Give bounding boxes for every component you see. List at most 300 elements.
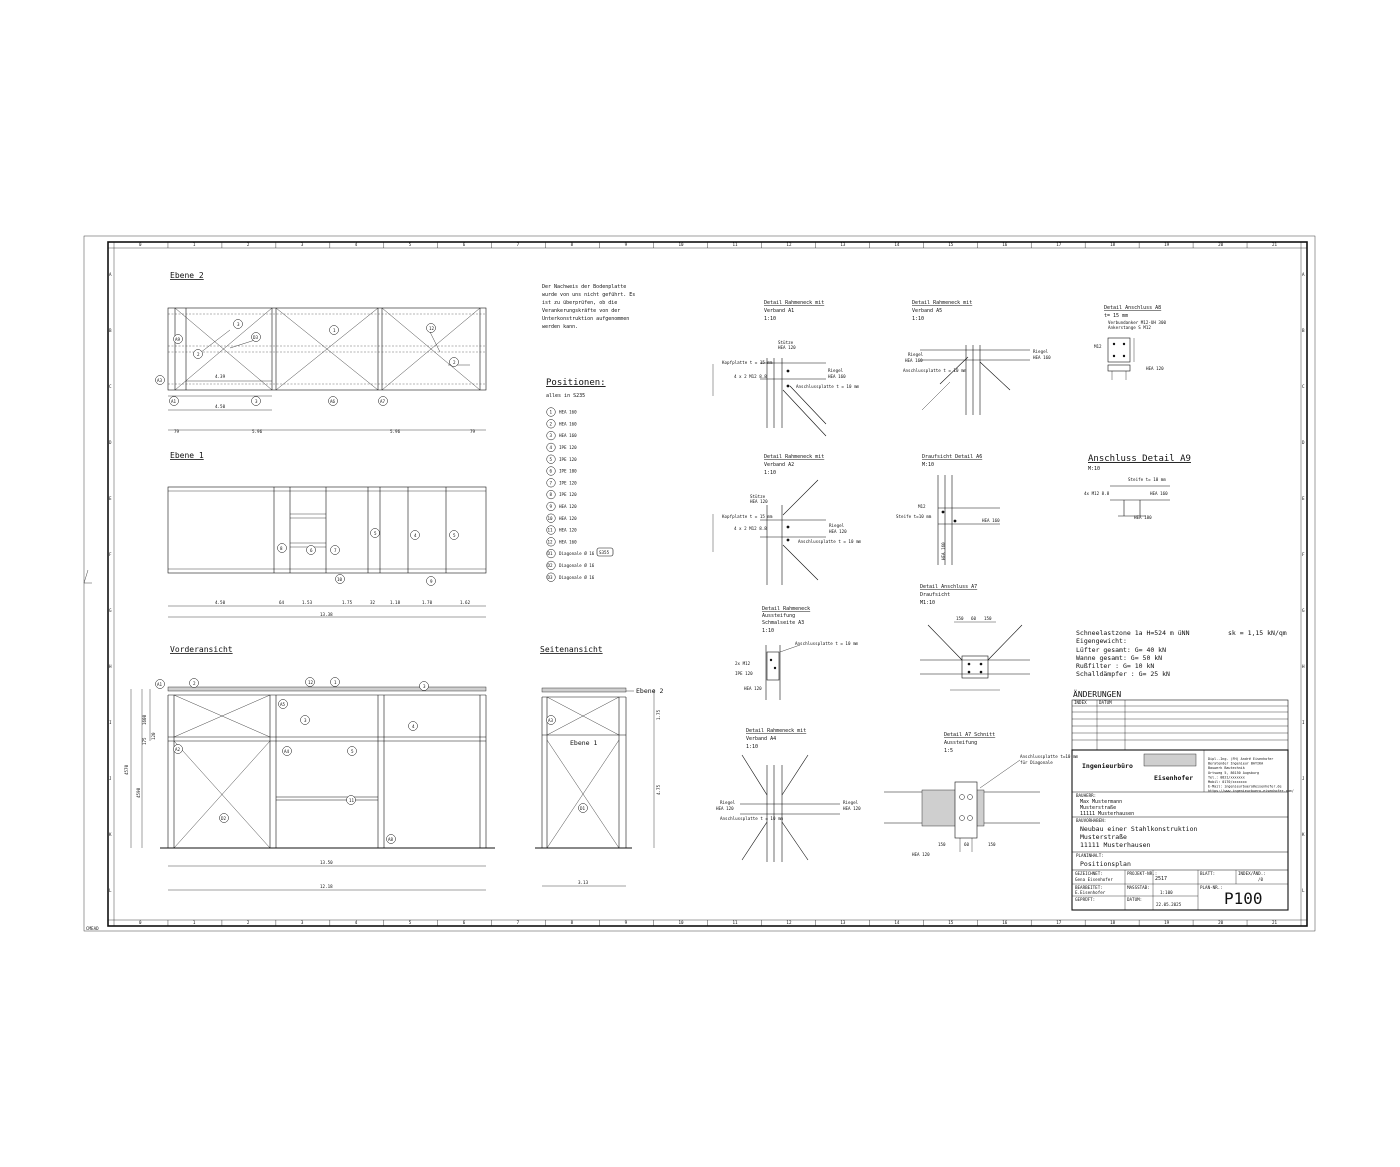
svg-text:60: 60 (964, 842, 970, 847)
svg-text:HEA 120: HEA 120 (1146, 366, 1164, 371)
grid-col-label: 12 (786, 920, 792, 925)
svg-text:A3: A3 (548, 718, 554, 723)
svg-text:2x M12: 2x M12 (735, 661, 751, 666)
svg-text:3: 3 (237, 322, 240, 327)
ebene2-labels (156, 320, 459, 406)
svg-text:12: 12 (429, 326, 435, 331)
svg-text:6: 6 (549, 468, 553, 474)
grid-row-label: D (1302, 440, 1305, 445)
svg-text:Gena Eisenhofer: Gena Eisenhofer (1075, 877, 1113, 882)
grid-col-label: 4 (354, 920, 358, 925)
svg-text:Anschlussplatte t=10 mm: Anschlussplatte t=10 mm (1020, 754, 1078, 759)
svg-text:Riegel: Riegel (843, 800, 859, 805)
detail-a4 (716, 728, 861, 862)
front-view-labels (156, 678, 429, 844)
grid-row-label: L (1302, 888, 1305, 893)
svg-text:BLATT:: BLATT: (1200, 871, 1216, 876)
svg-text:Verankerungskräfte von der: Verankerungskräfte von der (542, 308, 621, 314)
svg-text:1:10: 1:10 (764, 470, 777, 476)
grid-col-label: 11 (732, 920, 738, 925)
svg-text:Anschlussplatte t = 10 mm: Anschlussplatte t = 10 mm (796, 384, 860, 389)
svg-text:Steife t= 10 mm: Steife t= 10 mm (1128, 477, 1166, 482)
svg-text:HEA 180: HEA 180 (1134, 515, 1152, 520)
grid-col-label: 18 (1110, 920, 1116, 925)
svg-text:Kopfplatte t = 15 mm: Kopfplatte t = 15 mm (722, 514, 773, 519)
svg-text:für Diagonale: für Diagonale (1020, 760, 1053, 765)
svg-text:Max Mustermann: Max Mustermann (1080, 799, 1123, 805)
svg-text:Aussteifung: Aussteifung (944, 740, 978, 746)
svg-text:1:100: 1:100 (1160, 890, 1173, 895)
detail-a6 (896, 454, 1000, 565)
svg-text:5: 5 (351, 749, 354, 754)
grid-col-label: 12 (786, 242, 792, 247)
position-item (547, 514, 577, 523)
svg-text:HEA 120: HEA 120 (750, 499, 768, 504)
svg-text:werden kann.: werden kann. (542, 324, 579, 330)
svg-text:175: 175 (142, 737, 147, 745)
svg-text:Schneelastzone 1a H=524 m üNN: Schneelastzone 1a H=524 m üNN (1076, 629, 1190, 637)
svg-text:A2: A2 (175, 747, 181, 752)
svg-text:7: 7 (334, 548, 337, 553)
foundation-note (542, 284, 635, 330)
grid-row-label: H (1302, 664, 1305, 669)
svg-text:Verband A5: Verband A5 (912, 308, 943, 314)
svg-text:Positionsplan: Positionsplan (1080, 860, 1131, 868)
grid-col-label: 10 (678, 242, 684, 247)
svg-text:1:10: 1:10 (912, 316, 925, 322)
detail-a8 (1094, 305, 1166, 380)
svg-text:HEA 120: HEA 120 (912, 852, 930, 857)
svg-text:120: 120 (151, 732, 156, 740)
svg-text:HEA 160: HEA 160 (1150, 491, 1168, 496)
detail-a3 (735, 606, 859, 700)
svg-text:Anschlussplatte t = 10 mm: Anschlussplatte t = 10 mm (798, 539, 862, 544)
svg-text:Verband A1: Verband A1 (764, 308, 795, 314)
svg-text:Anschluss Detail A9: Anschluss Detail A9 (1088, 454, 1191, 464)
svg-text:Wanne gesamt: G= 50 kN: Wanne gesamt: G= 50 kN (1076, 654, 1163, 662)
grid-row-label: C (109, 384, 112, 389)
svg-text:Detail Rahmeneck mit: Detail Rahmeneck mit (764, 300, 825, 306)
svg-text:Ankerstange S M12: Ankerstange S M12 (1108, 325, 1151, 330)
grid-col-label: 17 (1056, 920, 1062, 925)
grid-row-label: B (1302, 328, 1305, 333)
positions-title: Positionen: (546, 378, 606, 388)
svg-text:D1: D1 (547, 551, 553, 557)
grid-labels (109, 242, 1305, 926)
svg-text:Anschlussplatte t = 10 mm: Anschlussplatte t = 10 mm (903, 368, 967, 373)
svg-text:M12: M12 (1094, 344, 1102, 349)
svg-text:79: 79 (174, 429, 180, 434)
svg-text:10: 10 (547, 515, 553, 521)
svg-text:3: 3 (423, 684, 426, 689)
svg-text:4 x 2 M12 8.8: 4 x 2 M12 8.8 (734, 374, 767, 379)
svg-text:6: 6 (310, 548, 313, 553)
grid-col-label: 6 (462, 242, 466, 247)
grid-col-label: 20 (1218, 920, 1224, 925)
grid-col-label: 14 (894, 242, 900, 247)
svg-text:32: 32 (370, 600, 376, 605)
svg-text:1.18: 1.18 (390, 600, 401, 605)
grid-col-label: 19 (1164, 242, 1170, 247)
svg-text:9: 9 (549, 504, 553, 509)
svg-text:A1: A1 (157, 682, 163, 687)
svg-text:Ingenieurbüro: Ingenieurbüro (1082, 762, 1133, 770)
detail-a7 (920, 584, 1030, 690)
svg-text:HEA 160: HEA 160 (559, 539, 577, 545)
grid-col-label: 19 (1164, 920, 1170, 925)
position-item (547, 526, 577, 535)
svg-text:Steife t=10 mm: Steife t=10 mm (896, 514, 932, 519)
firm-address-line: https://www.ingenieurbuero-eisenhofer.com/ (1208, 789, 1294, 794)
inner-frame (108, 242, 1307, 926)
svg-text:5.96: 5.96 (390, 429, 401, 434)
ebene1-title: Ebene 1 (170, 451, 204, 460)
svg-text:3.13: 3.13 (578, 880, 589, 885)
grid-col-label: 13 (840, 920, 846, 925)
svg-text:BAUVORHABEN:: BAUVORHABEN: (1076, 818, 1107, 823)
firm-address-line: Mobil: 0170/xxxxxxx (1208, 780, 1247, 784)
grid-col-label: 21 (1272, 242, 1278, 247)
grid-col-label: 14 (894, 920, 900, 925)
svg-text:M:10: M:10 (922, 462, 935, 468)
svg-text:1.75: 1.75 (342, 600, 353, 605)
svg-text:HEA 120: HEA 120 (744, 686, 762, 691)
grid-row-label: L (109, 888, 112, 893)
svg-text:Diagonale Ø 16: Diagonale Ø 16 (559, 551, 595, 557)
svg-text:12: 12 (308, 680, 314, 685)
detail-a7-section (884, 732, 1078, 857)
svg-text:HEA 160: HEA 160 (559, 409, 577, 415)
svg-text:11: 11 (547, 527, 553, 533)
grid-col-label: 20 (1218, 242, 1224, 247)
grid-col-label: 3 (300, 920, 304, 925)
svg-text:Eisenhofer: Eisenhofer (1154, 774, 1194, 782)
svg-text:HEA 160: HEA 160 (559, 421, 577, 427)
grid-col-label: 0 (138, 242, 142, 247)
grid-row-label: B (109, 328, 112, 333)
svg-text:Verband A2: Verband A2 (764, 462, 795, 468)
svg-text:4570: 4570 (124, 764, 129, 775)
svg-text:A6: A6 (330, 399, 336, 404)
svg-text:2: 2 (197, 352, 200, 357)
grid-col-label: 15 (948, 242, 954, 247)
svg-text:M1:10: M1:10 (920, 600, 936, 606)
svg-text:1: 1 (333, 328, 336, 333)
svg-text:A1: A1 (171, 399, 177, 404)
position-item (547, 443, 577, 452)
svg-text:D2: D2 (547, 563, 553, 568)
svg-text:Detail Anschluss A7: Detail Anschluss A7 (920, 584, 978, 590)
svg-text:8: 8 (280, 546, 283, 551)
position-item (547, 420, 577, 429)
svg-text:HEA 160: HEA 160 (1033, 355, 1051, 360)
grid-col-label: 15 (948, 920, 954, 925)
svg-text:D3: D3 (547, 574, 553, 580)
grid-col-label: 2 (246, 242, 250, 247)
svg-text:INDEX/ÄND.:: INDEX/ÄND.: (1238, 871, 1266, 876)
svg-text:2: 2 (193, 681, 196, 686)
svg-text:ÄNDERUNGEN: ÄNDERUNGEN (1073, 690, 1122, 699)
svg-text:5: 5 (549, 456, 553, 462)
svg-text:Kopfplatte t = 15 mm: Kopfplatte t = 15 mm (722, 360, 773, 365)
svg-text:GEPRÜFT:: GEPRÜFT: (1075, 897, 1096, 902)
grid-col-label: 0 (138, 920, 142, 925)
svg-text:Draufsicht Detail A6: Draufsicht Detail A6 (922, 454, 983, 460)
svg-text:Ebene 2: Ebene 2 (636, 687, 664, 695)
svg-text:Detail Anschluss A8: Detail Anschluss A8 (1104, 305, 1162, 311)
svg-text:1:10: 1:10 (762, 628, 775, 634)
svg-text:alles in S235: alles in S235 (546, 393, 586, 399)
grid-col-label: 9 (624, 242, 628, 247)
svg-text:Schmalseite A3: Schmalseite A3 (762, 620, 805, 626)
svg-text:9: 9 (430, 579, 433, 584)
svg-text:Anschlussplatte t = 10 mm: Anschlussplatte t = 10 mm (720, 816, 784, 821)
position-item (547, 408, 577, 417)
position-item (547, 538, 577, 547)
svg-text:S355: S355 (599, 550, 610, 555)
svg-text:IPE 120: IPE 120 (559, 456, 577, 462)
svg-text:1.62: 1.62 (460, 600, 471, 605)
svg-text:11111 Musterhausen: 11111 Musterhausen (1080, 811, 1135, 817)
svg-text:Verband A4: Verband A4 (746, 736, 777, 742)
grid-col-label: 21 (1272, 920, 1278, 925)
positions-list (546, 378, 613, 582)
svg-text:A9: A9 (175, 337, 181, 342)
grid-row-label: A (109, 272, 112, 277)
svg-text:D2: D2 (221, 816, 227, 821)
front-view-title: Vorderansicht (170, 645, 233, 654)
grid-col-label: 7 (516, 920, 520, 925)
detail-a1 (713, 300, 860, 436)
svg-text:A5: A5 (280, 702, 286, 707)
grid-col-label: 6 (462, 920, 466, 925)
svg-text:Detail Rahmeneck: Detail Rahmeneck (762, 606, 811, 612)
detail-a9 (1084, 454, 1191, 520)
svg-text:11: 11 (349, 798, 355, 803)
svg-text:ist zu überprüfen, ob die: ist zu überprüfen, ob die (542, 300, 618, 306)
grid-row-label: D (109, 440, 112, 445)
grid-col-label: 16 (1002, 242, 1008, 247)
svg-text:4: 4 (412, 724, 415, 729)
firm-address-line: Bauwerk Bautechnik (1208, 766, 1245, 771)
load-assumptions (1076, 629, 1287, 678)
svg-text:Eigengewicht:: Eigengewicht: (1076, 637, 1127, 645)
svg-text:Riegel: Riegel (908, 352, 924, 357)
grid-col-label: 11 (732, 242, 738, 247)
grid-col-label: 8 (570, 242, 574, 247)
svg-text:DATUM: DATUM (1099, 700, 1112, 705)
svg-text:12.18: 12.18 (320, 884, 333, 889)
svg-text:HEA 120: HEA 120 (559, 504, 577, 509)
svg-text:10: 10 (337, 577, 343, 582)
svg-text:Rußfilter : G= 10 kN: Rußfilter : G= 10 kN (1076, 662, 1155, 670)
svg-text:13.50: 13.50 (320, 860, 333, 865)
svg-text:Stütze: Stütze (778, 340, 794, 345)
svg-text:1.75: 1.75 (656, 709, 661, 720)
ebene2-plan (156, 271, 487, 434)
svg-text:E.Eisenhofer: E.Eisenhofer (1075, 890, 1106, 895)
svg-text:HEA 160: HEA 160 (559, 433, 577, 439)
svg-text:Diagonale Ø 16: Diagonale Ø 16 (559, 574, 595, 580)
firm-address-line: Beratender Ingenieur BAYIKA (1208, 761, 1264, 766)
grid-col-label: 9 (624, 920, 628, 925)
ebene1-plan (168, 451, 486, 617)
position-item (547, 561, 595, 570)
svg-text:Detail A7 Schnitt: Detail A7 Schnitt (944, 732, 996, 738)
svg-text:IPE 100: IPE 100 (559, 468, 577, 474)
svg-text:Draufsicht: Draufsicht (920, 592, 951, 598)
svg-text:Riegel: Riegel (828, 368, 844, 373)
svg-text:1: 1 (549, 409, 553, 415)
svg-text:2: 2 (453, 360, 456, 365)
svg-text:5.96: 5.96 (252, 429, 263, 434)
svg-text:IPE 120: IPE 120 (559, 492, 577, 498)
position-item (547, 467, 577, 476)
position-item (547, 573, 595, 582)
svg-text:D1: D1 (580, 806, 586, 811)
ebene2-title: Ebene 2 (170, 271, 204, 280)
front-view (124, 645, 495, 890)
grid-row-label: J (109, 776, 112, 781)
svg-text:HEA 120: HEA 120 (559, 527, 577, 533)
svg-text:3: 3 (304, 718, 307, 723)
grid-row-label: E (1302, 496, 1305, 501)
grid-col-label: 3 (300, 242, 304, 247)
svg-text:INDEX: INDEX (1074, 700, 1087, 705)
svg-text:Lüfter gesamt: G= 40 kN: Lüfter gesamt: G= 40 kN (1076, 646, 1167, 654)
position-item (547, 549, 595, 558)
svg-text:PROJEKT-NR.:: PROJEKT-NR.: (1127, 871, 1158, 876)
svg-text:BEARBEITET:: BEARBEITET: (1075, 885, 1103, 890)
svg-text:GEZEICHNET:: GEZEICHNET: (1075, 871, 1103, 876)
firm-address-line: Dipl.-Ing. (FH) André Eisenhofer (1208, 757, 1274, 761)
firm-address-line: E-Mail: ingenieurbuero@eisenhofer.de (1208, 784, 1282, 789)
svg-text:64: 64 (279, 600, 285, 605)
svg-text:HEA 120: HEA 120 (829, 529, 847, 534)
svg-text:Neubau einer Stahlkonstruktion: Neubau einer Stahlkonstruktion (1080, 825, 1198, 833)
grid-row-label: H (109, 664, 112, 669)
svg-text:3: 3 (549, 433, 553, 439)
svg-text:1.53: 1.53 (302, 600, 313, 605)
svg-text:60: 60 (971, 616, 977, 621)
svg-text:M:10: M:10 (1088, 466, 1101, 472)
position-item (547, 455, 577, 464)
svg-text:A7: A7 (380, 399, 386, 404)
svg-text:1.70: 1.70 (422, 600, 433, 605)
svg-text:Musterstraße: Musterstraße (1080, 833, 1127, 841)
svg-text:Riegel: Riegel (720, 800, 736, 805)
svg-text:HEA 160: HEA 160 (828, 374, 846, 379)
svg-text:Verbundanker M12-UH 300: Verbundanker M12-UH 300 (1108, 320, 1166, 325)
svg-text:2: 2 (549, 421, 553, 427)
svg-text:PLANINHALT:: PLANINHALT: (1076, 853, 1104, 858)
grid-row-label: I (109, 720, 112, 725)
svg-text:1: 1 (334, 680, 337, 685)
detail-a2 (713, 454, 862, 585)
svg-text:HEA 160: HEA 160 (905, 358, 923, 363)
grid-row-label: J (1302, 776, 1305, 781)
svg-text:150: 150 (956, 616, 964, 621)
svg-text:BAUHERR:: BAUHERR: (1076, 793, 1097, 798)
grid-col-label: 10 (678, 920, 684, 925)
svg-text:13.38: 13.38 (320, 612, 333, 617)
svg-text:/0: /0 (1258, 877, 1264, 882)
grid-row-label: A (1302, 272, 1305, 277)
position-item (547, 490, 577, 499)
grid-col-label: 7 (516, 242, 520, 247)
svg-text:4: 4 (549, 445, 553, 450)
svg-text:Detail Rahmeneck mit: Detail Rahmeneck mit (912, 300, 973, 306)
svg-text:HEA 120: HEA 120 (559, 515, 577, 521)
svg-text:12: 12 (547, 539, 553, 545)
svg-text:DATUM:: DATUM: (1127, 897, 1143, 902)
svg-text:22.05.2025: 22.05.2025 (1156, 902, 1182, 907)
svg-text:HEA 120: HEA 120 (843, 806, 861, 811)
grid-row-label: C (1302, 384, 1305, 389)
svg-text:IPE 120: IPE 120 (559, 445, 577, 450)
firm-address-line: Ortsweg 5, 86150 Augsburg (1208, 770, 1260, 775)
svg-text:Riegel: Riegel (829, 523, 845, 528)
svg-text:7: 7 (549, 480, 553, 486)
grid-col-label: 17 (1056, 242, 1062, 247)
position-item (547, 502, 577, 511)
svg-text:Detail Rahmeneck mit: Detail Rahmeneck mit (764, 454, 825, 460)
svg-text:4.39: 4.39 (215, 374, 226, 379)
position-item (547, 479, 577, 488)
grid-row-label: G (109, 608, 112, 613)
position-item (547, 431, 577, 440)
svg-text:Ebene 1: Ebene 1 (570, 739, 598, 747)
svg-text:8: 8 (549, 492, 553, 498)
svg-text:HEA 120: HEA 120 (778, 345, 796, 350)
grid-col-label: 16 (1002, 920, 1008, 925)
corner-label: CMEAD (86, 926, 99, 931)
svg-text:Anschlussplatte t = 10 mm: Anschlussplatte t = 10 mm (795, 641, 859, 646)
svg-text:wurde von uns nicht geführt. E: wurde von uns nicht geführt. Es (542, 292, 636, 298)
svg-text:Der Nachweis der Bodenplatte: Der Nachweis der Bodenplatte (542, 284, 627, 290)
grid-col-label: 1 (192, 242, 196, 247)
grid-row-label: F (1302, 552, 1305, 557)
svg-text:4.75: 4.75 (656, 784, 661, 795)
grid-col-label: 5 (408, 920, 412, 925)
svg-text:2517: 2517 (1155, 876, 1168, 882)
svg-text:1:10: 1:10 (746, 744, 759, 750)
svg-text:HEA 160: HEA 160 (941, 542, 946, 560)
svg-text:Diagonale Ø 16: Diagonale Ø 16 (559, 563, 595, 568)
svg-text:4590: 4590 (136, 787, 141, 798)
svg-text:Detail Rahmeneck mit: Detail Rahmeneck mit (746, 728, 807, 734)
svg-text:Aussteifung: Aussteifung (762, 613, 796, 619)
svg-text:1600: 1600 (142, 714, 147, 725)
svg-text:4.50: 4.50 (215, 404, 226, 409)
svg-text:3: 3 (255, 399, 258, 404)
side-view-title: Seitenansicht (540, 645, 603, 654)
svg-text:sk = 1,15 kN/qm: sk = 1,15 kN/qm (1228, 629, 1287, 637)
svg-text:4.50: 4.50 (215, 600, 226, 605)
svg-text:IPE 120: IPE 120 (559, 480, 577, 486)
svg-text:Musterstraße: Musterstraße (1080, 805, 1117, 811)
plan-number: P100 (1224, 889, 1263, 908)
svg-text:4x M12 8.8: 4x M12 8.8 (1084, 491, 1110, 496)
svg-text:Schalldämpfer : G= 25 kN: Schalldämpfer : G= 25 kN (1076, 670, 1170, 678)
grid-row-label: F (109, 552, 112, 557)
svg-text:150: 150 (988, 842, 996, 847)
grid-col-label: 8 (570, 920, 574, 925)
svg-text:150: 150 (984, 616, 992, 621)
svg-text:PLAN-NR.:: PLAN-NR.: (1200, 885, 1223, 890)
svg-text:MASSSTAB:: MASSSTAB: (1127, 885, 1150, 890)
firm-address-line: Tel.: 0821/xxxxxxx (1208, 775, 1245, 780)
